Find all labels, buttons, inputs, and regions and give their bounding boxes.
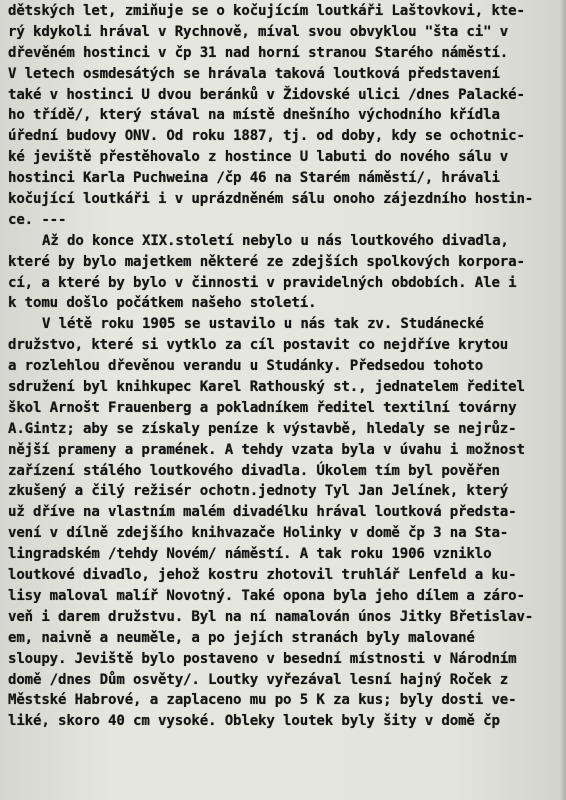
text-line: cí, a které by bylo v činnosti v pravidelných obdobích. Ale i <box>8 274 517 291</box>
text-line: em, naivně a neuměle, a po jejích stranách byly malované <box>8 629 475 646</box>
text-line: družstvo, které si vytklo za cíl postavit co nejdříve krytou <box>8 337 509 354</box>
text-line: zkušený a čilý režisér ochotn.jednoty Tyl Jan Jelínek, který <box>8 483 509 500</box>
text-line: loutkové divadlo, jehož kostru zhotovil truhlář Lenfeld a ku- <box>8 567 517 584</box>
text-line: které by bylo majetkem některé ze zdejších spolkových korpora- <box>8 253 525 270</box>
text-line: lingradském /tehdy Novém/ náměstí. A tak roku 1906 vzniklo <box>8 546 492 563</box>
text-line: také v hostinci U dvou beránků v Židovské ulici /dnes Palacké- <box>8 86 525 103</box>
text-line: rý kdykoli hrával v Rychnově, míval svou obvyklou "šta ci" v <box>8 23 509 40</box>
text-line: veň i darem družstvu. Byl na ní namalován únos Jitky Břetislav- <box>8 608 534 625</box>
text-line: a rozlehlou dřevěnou verandu u Studánky. Předsedou tohoto <box>8 358 484 375</box>
text-line: domě /dnes Dům osvěty/. Loutky vyřezával lesní hajný Roček z <box>8 671 509 688</box>
text-line: už dříve na vlastním malém divadélku hrával loutková předsta- <box>8 504 517 521</box>
text-line: zařízení stálého loutkového divadla. Úkolem tím byl pověřen <box>8 462 500 479</box>
text-line: hostinci Karla Puchweina /čp 46 na Starém náměstí/, hrávali <box>8 170 500 187</box>
text-line: sdružení byl knihkupec Karel Rathouský st., jednatelem ředitel <box>8 379 525 396</box>
text-body <box>8 1 564 732</box>
text-line: dřevěném hostinci v čp 31 nad horní stranou Starého náměstí. <box>8 44 509 61</box>
text-line: A.Gintz; aby se získaly peníze k výstavbě, hledaly se nejrůz- <box>8 420 517 437</box>
paragraph-start-line: V létě roku 1905 se ustavilo u nás tak zv. Studánecké <box>42 316 484 333</box>
text-line: Městské Habrové, a zaplaceno mu po 5 K za kus; byly dosti ve- <box>8 692 517 709</box>
text-line: liké, skoro 40 cm vysoké. Obleky loutek byly šity v domě čp <box>8 713 500 730</box>
text-line: dětských let, zmiňuje se o kočujícím loutkáři Laštovkovi, kte- <box>8 3 525 19</box>
paragraph-start-line: Až do konce XIX.století nebylo u nás loutkového divadla, <box>42 232 509 249</box>
text-line: sloupy. Jeviště bylo postaveno v besední místnosti v Národním <box>8 650 517 667</box>
text-line: lisy maloval malíř Novotný. Také opona byla jeho dílem a záro- <box>8 587 525 604</box>
text-line: úřední budovy ONV. Od roku 1887, tj. od doby, kdy se ochotnic- <box>8 128 525 145</box>
text-line: vení v dílně zdejšího knihvazače Holinky v domě čp 3 na Sta- <box>8 525 509 542</box>
text-line: ké jeviště přestěhovalo z hostince U labuti do nového sálu v <box>8 149 509 166</box>
text-line: ce. --- <box>8 211 67 228</box>
text-line: nější prameny a pramének. A tehdy vzata byla v úvahu i možnost <box>8 441 525 458</box>
text-line: ho třídě/, který stával na místě dnešního východního křídla <box>8 107 500 124</box>
text-line: kočující loutkáři i v uprázdněném sálu onoho zájezdního hostin- <box>8 191 534 208</box>
text-line: škol Arnošt Frauenberg a pokladníkem ředitel textilní továrny <box>8 399 517 416</box>
text-line: k tomu došlo počátkem našeho století. <box>8 295 317 312</box>
page-edge-shadow <box>560 0 566 800</box>
text-line: V letech osmdesátých se hrávala taková loutková představení <box>8 65 500 82</box>
